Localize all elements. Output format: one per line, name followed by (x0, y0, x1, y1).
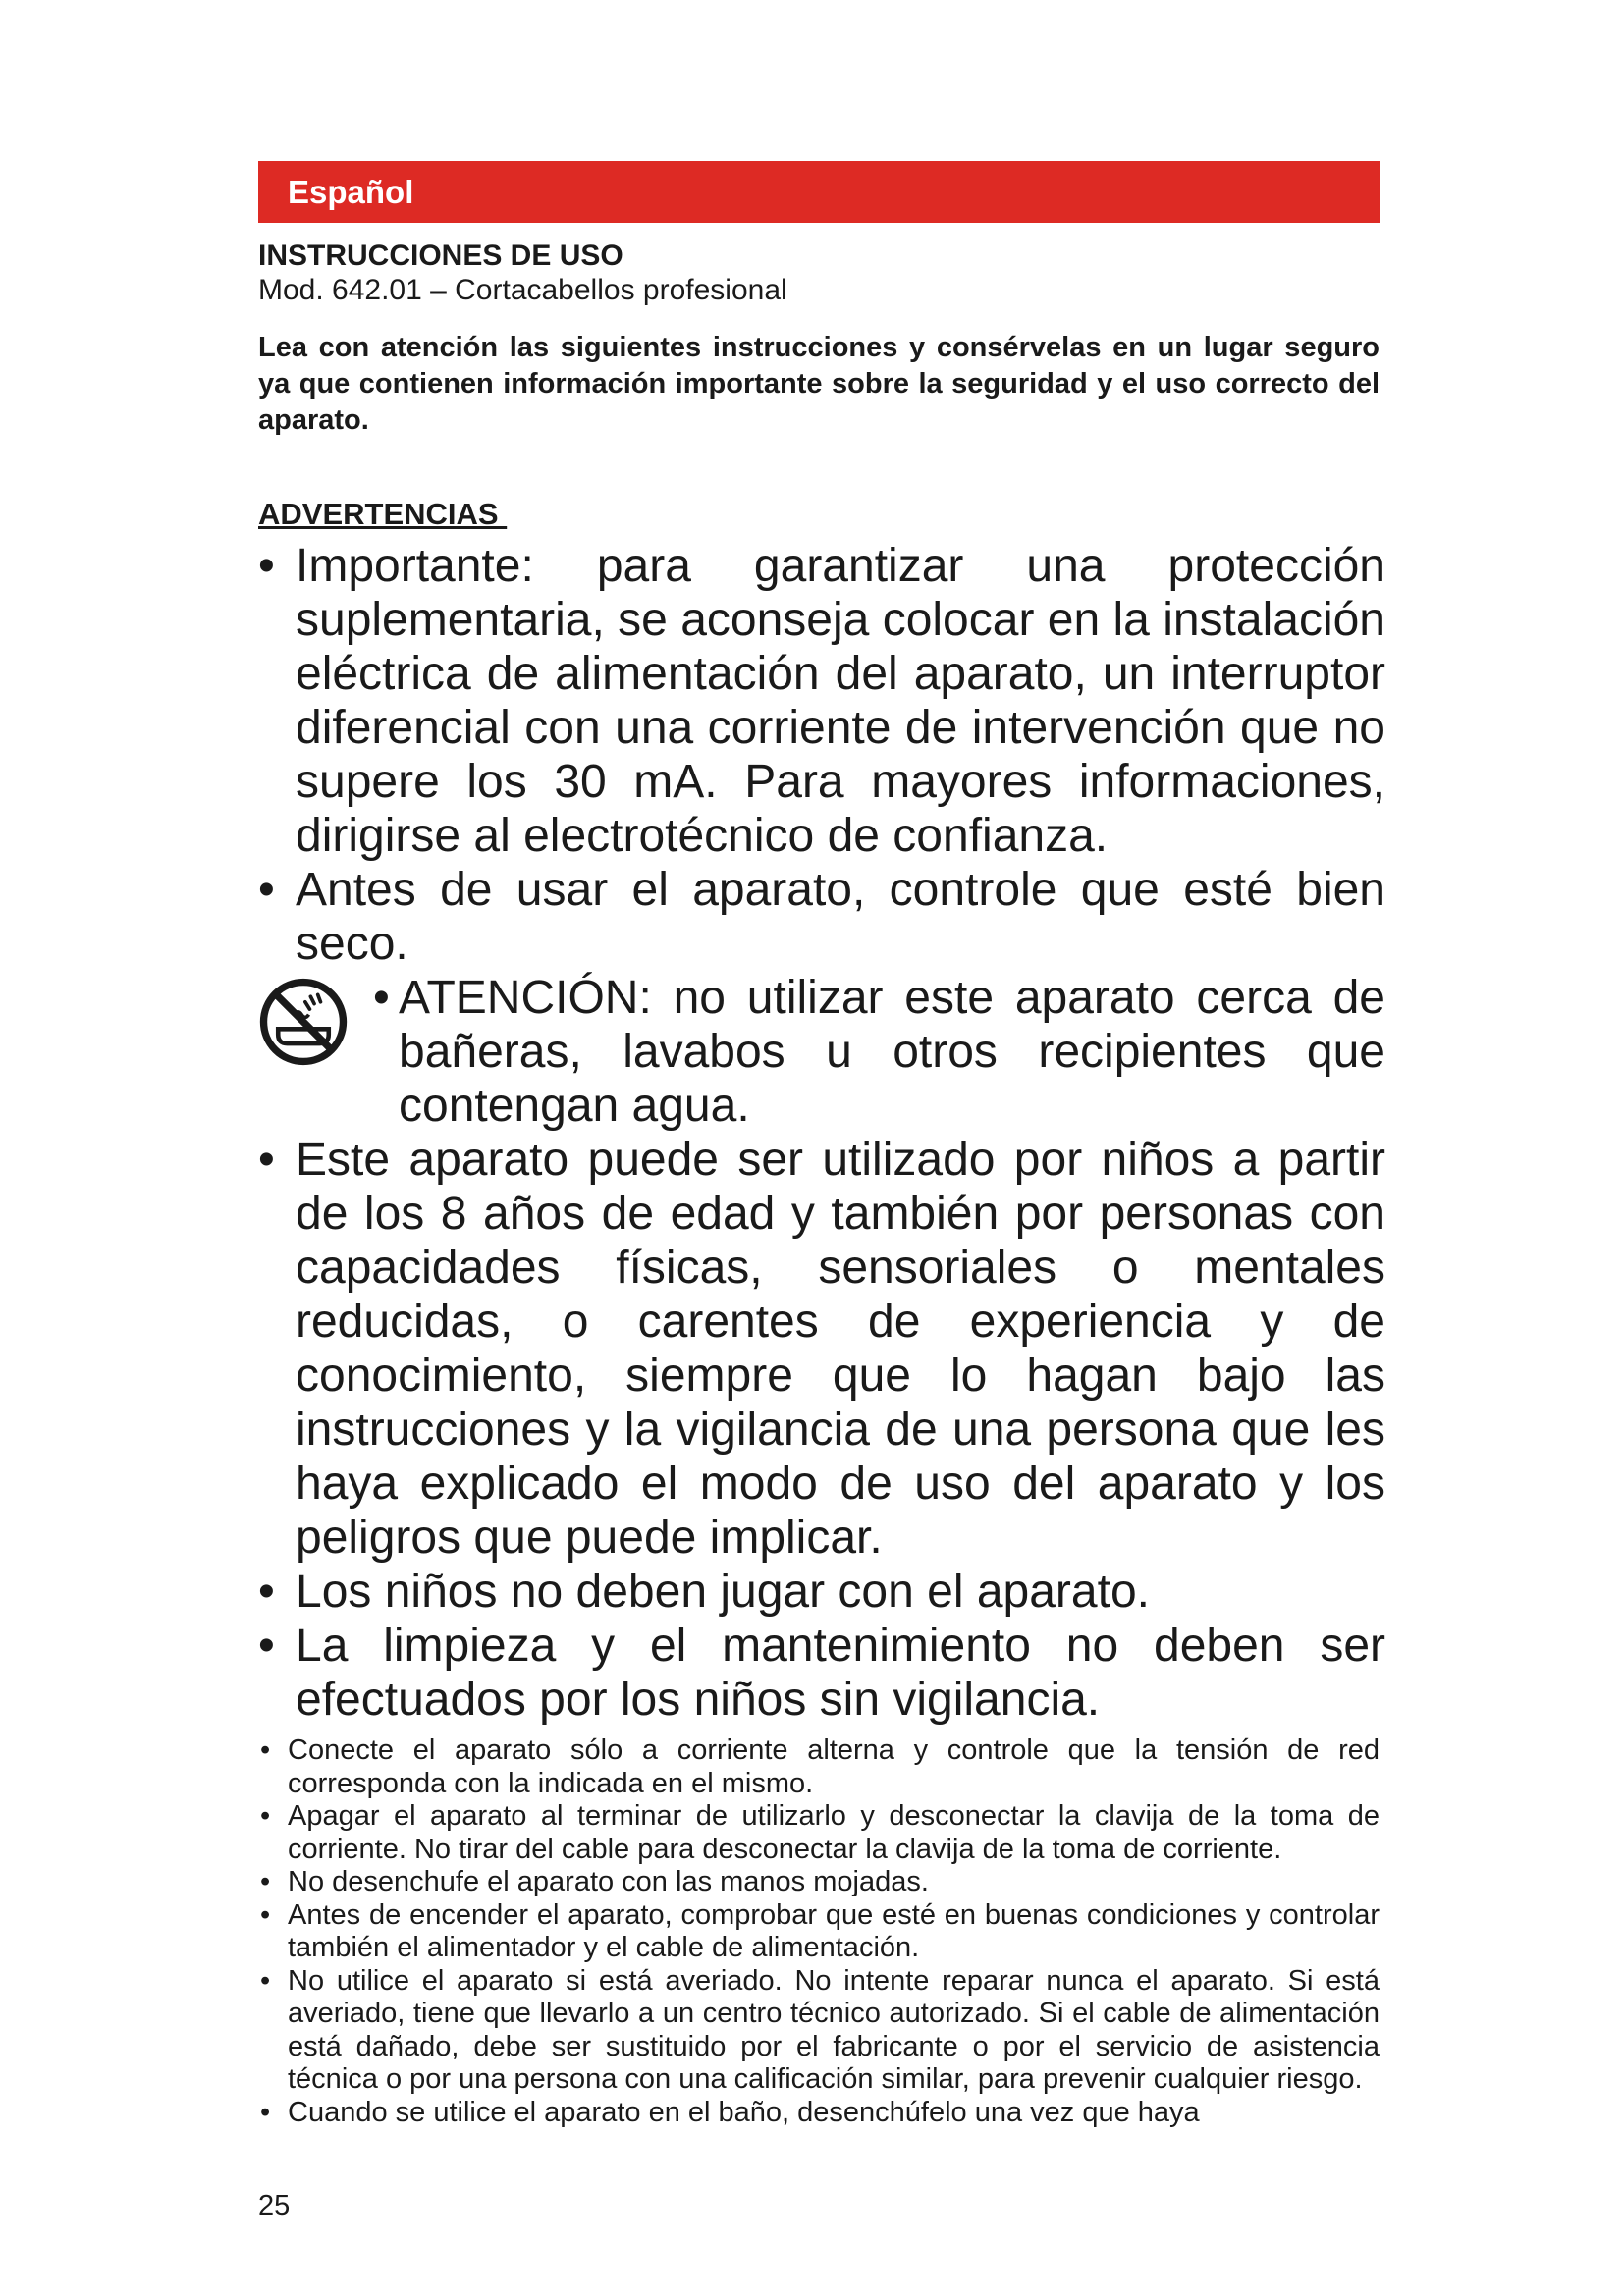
list-item (258, 2097, 1380, 2130)
list-item-text: No utilice el aparato si está averiado. No intente reparar nunca el aparato. Si está averiado, tiene que llevarlo a un centro técnico autorizado. Si el cable de alimentación está dañado, debe ser sustituido por el fabricante o por el servicio de asistencia técnica o por una persona con una calificación similar, para prevenir cualquier riesgo. (288, 1964, 1380, 2095)
bullet: • (373, 972, 390, 1024)
list-item (258, 1866, 1380, 1899)
bullet: • (258, 1566, 275, 1618)
list-item-text: Conecte el aparato sólo a corriente alterna y controle que la tensión de red corresponda con la indicada en el mismo. (288, 1735, 1380, 1799)
list-item (258, 1965, 1380, 2097)
model-line: Mod. 642.01 – Cortacabellos profesional (258, 274, 787, 306)
list-item-text: Antes de encender el aparato, comprobar que esté en buenas condiciones y controlar también el alimentador y el cable de alimentación. (288, 1898, 1380, 1963)
document-title: INSTRUCCIONES DE USO (258, 240, 623, 272)
intro-paragraph: Lea con atención las siguientes instrucciones y consérvelas en un lugar seguro ya que contienen información importante sobre la seguridad y el uso correcto del aparato. (258, 332, 1380, 436)
list-item (258, 1800, 1380, 1866)
warnings-heading: ADVERTENCIAS (258, 497, 508, 531)
list-item (258, 1619, 1385, 1727)
list-item-text: Los niños no deben jugar con el aparato. (296, 1566, 1150, 1618)
bullet: • (260, 1735, 271, 1766)
list-item-text: No desenchufe el aparato con las manos mojadas. (288, 1866, 929, 1897)
list-item (258, 1133, 1385, 1565)
page-number: 25 (258, 2190, 291, 2221)
warnings-small-list (258, 1735, 1380, 2129)
list-item-text: Este aparato puede ser utilizado por niños a partir de los 8 años de edad y también por personas con capacidades físicas, sensoriales o mentales reducidas, o carentes de experiencia y de conocimiento, siempre que lo hagan bajo las instrucciones y la vigilancia de una persona que les haya explicado el modo de uso del aparato y los peligros que puede implicar. (296, 1134, 1385, 1564)
bullet: • (258, 1620, 275, 1672)
list-item-text: Cuando se utilice el aparato en el baño, desenchúfelo una vez que haya (288, 2096, 1200, 2128)
warning-with-icon (258, 971, 1385, 1133)
bullet: • (260, 1964, 271, 1997)
bullet: • (258, 540, 275, 592)
list-item-text: Importante: para garantizar una protección suplementaria, se aconseja colocar en la instalación eléctrica de alimentación del aparato, un interruptor diferencial con una corriente de intervención que no supere los 30 mA. Para mayores informaciones, dirigirse al electrotécnico de confianza. (296, 540, 1385, 862)
bullet: • (260, 1898, 271, 1931)
list-item (258, 971, 1385, 1133)
list-item-text: La limpieza y el mantenimiento no deben ser efectuados por los niños sin vigilancia. (296, 1620, 1385, 1726)
list-item (258, 1899, 1380, 1965)
bullet: • (258, 864, 275, 916)
bullet: • (260, 2096, 271, 2128)
warnings-large-list (258, 539, 1385, 1727)
list-item-text: ATENCIÓN: no utilizar este aparato cerca de bañeras, lavabos u otros recipientes que contengan agua. (399, 972, 1385, 1132)
list-item (258, 539, 1385, 863)
list-item-text: Apagar el aparato al terminar de utilizarlo y desconectar la clavija de la toma de corriente. No tirar del cable para desconectar la clavija de la toma de corriente. (288, 1800, 1380, 1865)
bullet: • (260, 1800, 271, 1832)
list-item (258, 1565, 1385, 1619)
list-item-text: Antes de usar el aparato, controle que esté bien seco. (296, 864, 1385, 970)
list-item (258, 1735, 1380, 1800)
list-item (258, 863, 1385, 971)
bullet: • (260, 1866, 271, 1897)
language-banner: Español (258, 161, 1380, 223)
bullet: • (258, 1134, 275, 1186)
